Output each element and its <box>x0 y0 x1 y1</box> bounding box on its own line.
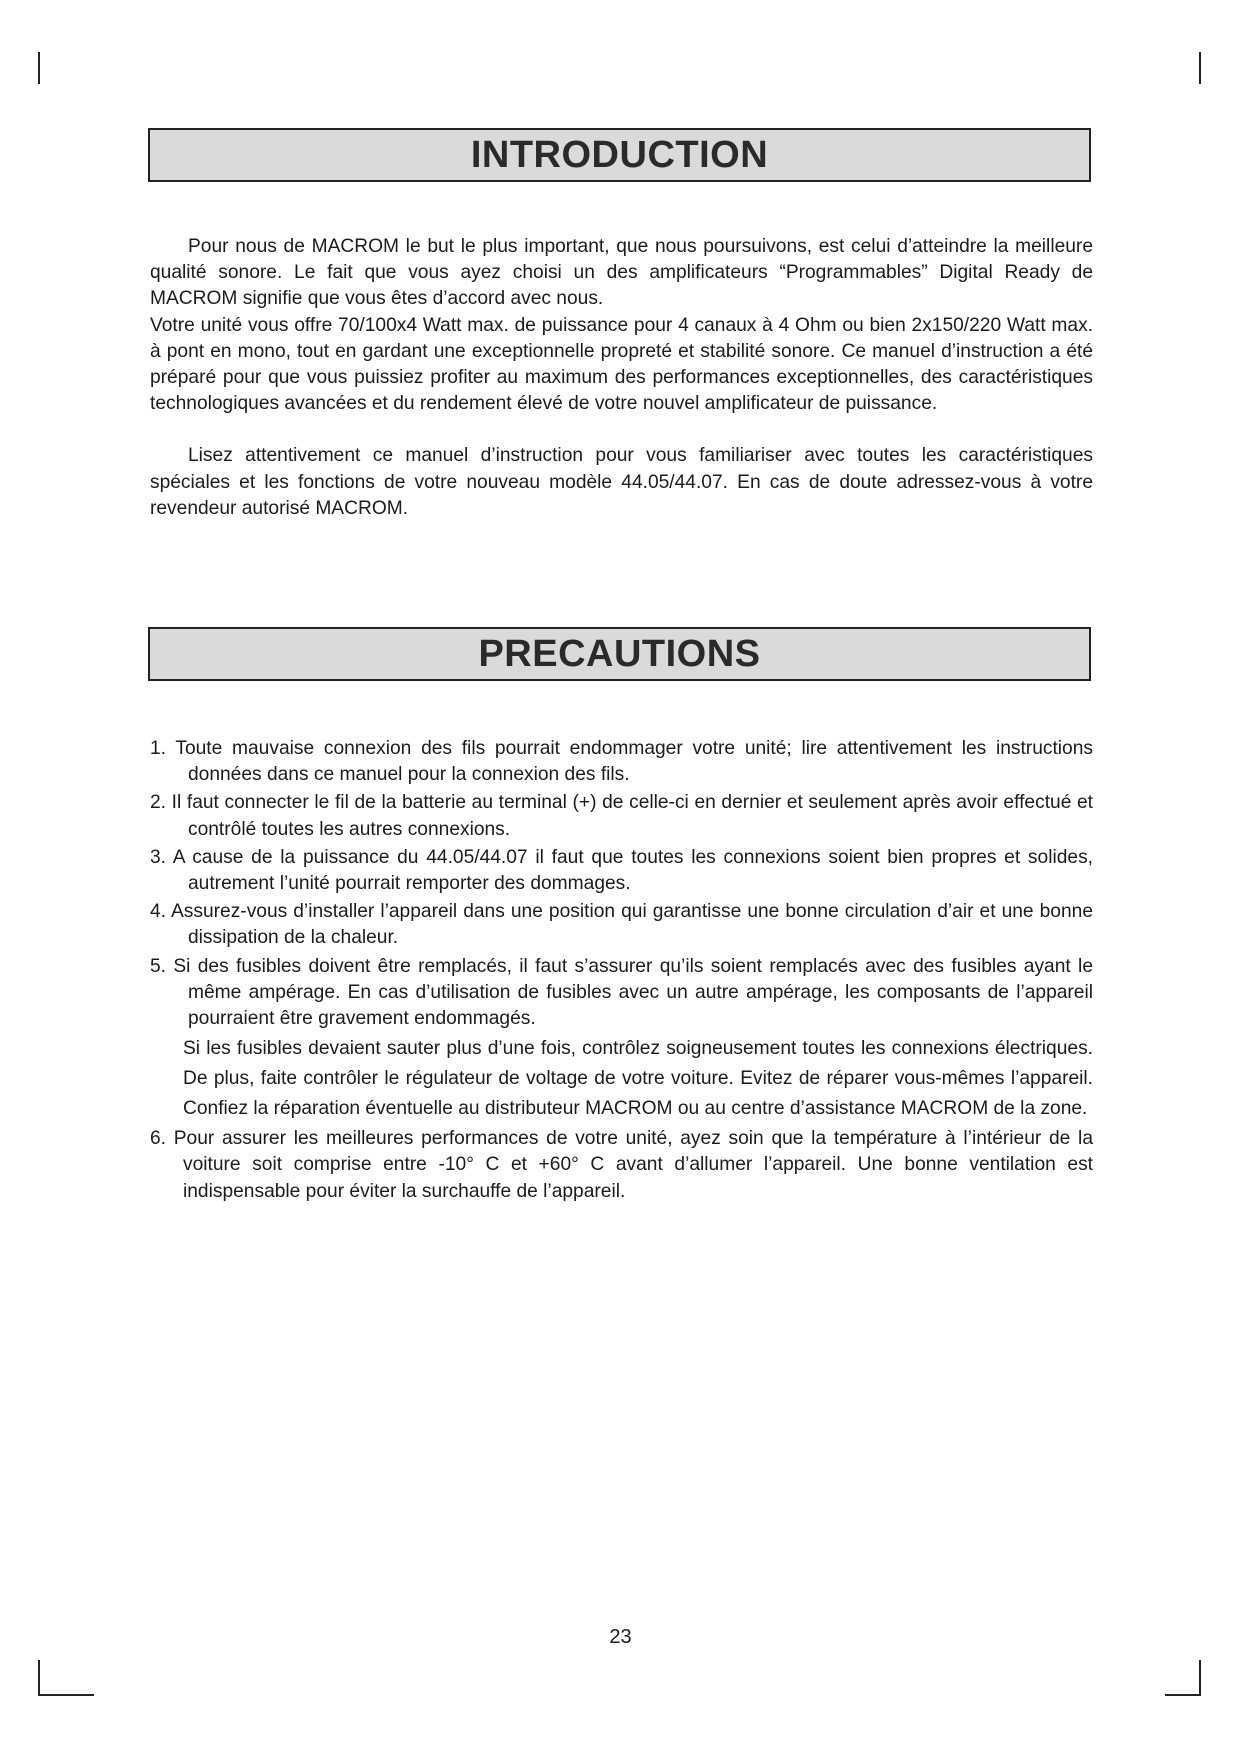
introduction-body <box>150 234 1093 522</box>
introduction-paragraph-2: Votre unité vous offre 70/100x4 Watt max. de puissance pour 4 canaux à 4 Ohm ou bien 2x150/220 Watt max. à pont en mono, tout en gardant une exceptionnelle propreté et stabilité sonore. Ce manuel d’instruction a été préparé pour que vous puissiez profiter au maximum des performances exceptionnelles, des caractéristiques technologiques avancées et du rendement élevé de votre nouvel amplificateur de puissance. <box>150 314 1093 415</box>
crop-mark-top-left <box>38 52 40 84</box>
introduction-paragraph-1: Pour nous de MACROM le but le plus important, que nous poursuivons, est celui d’atteindre la meilleure qualité sonore. Le fait que vous ayez choisi un des amplificateurs “Programmables” Digital Ready de MACROM signifie que vous êtes d’accord avec nous. <box>150 236 1093 310</box>
introduction-heading-box <box>148 128 1091 182</box>
crop-mark-bottom-right-vertical <box>1199 1660 1201 1696</box>
precaution-item-4: 4. Assurez-vous d’installer l’appareil dans une position qui garantisse une bonne circulation d’air et une bonne dissipation de la chaleur. <box>150 901 1093 949</box>
crop-mark-top-right <box>1199 52 1201 84</box>
introduction-title: INTRODUCTION <box>470 133 769 176</box>
crop-mark-bottom-right-horizontal <box>1165 1694 1201 1696</box>
introduction-paragraph-3: Lisez attentivement ce manuel d’instruction pour vous familiariser avec toutes les caractéristiques spéciales et les fonctions de votre nouveau modèle 44.05/44.07. En cas de doute adressez-vous à votre revendeur autorisé MACROM. <box>150 445 1093 519</box>
precaution-item-6: 6. Pour assurer les meilleures performances de votre unité, ayez soin que la température à l’intérieur de la voiture soit comprise entre -10° C et +60° C avant d’allumer l’appareil. Une bonne ventilation est indispensable pour éviter la surchauffe de l’appareil. <box>150 1128 1093 1202</box>
crop-mark-bottom-left-vertical <box>38 1660 40 1696</box>
precautions-heading-box <box>148 627 1091 681</box>
precautions-list <box>150 736 1093 1207</box>
precaution-item-2: 2. Il faut connecter le fil de la batterie au terminal (+) de celle-ci en dernier et seulement après avoir effectué et contrôlé toutes les autres connexions. <box>150 792 1093 840</box>
page-number: 23 <box>609 1626 632 1648</box>
precaution-item-1: 1. Toute mauvaise connexion des fils pourrait endommager votre unité; lire attentivement les instructions données dans ce manuel pour la connexion des fils. <box>150 738 1093 786</box>
crop-mark-bottom-left-horizontal <box>38 1694 94 1696</box>
precaution-fuse-note: Si les fusibles devaient sauter plus d’une fois, contrôlez soigneusement toutes les connexions électriques. De plus, faite contrôler le régulateur de voltage de votre voiture. Evitez de réparer vous-mêmes l’appareil. Confiez la réparation éventuelle au distributeur MACROM ou au centre d’assistance MACROM de la zone. <box>183 1038 1093 1120</box>
precaution-item-3: 3. A cause de la puissance du 44.05/44.07 il faut que toutes les connexions soient bien propres et solides, autrement l’unité pourrait remporter des dommages. <box>150 846 1093 895</box>
precaution-item-5: 5. Si des fusibles doivent être remplacés, il faut s’assurer qu’ils soient remplacés avec des fusibles ayant le même ampérage. En cas d’utilisation de fusibles avec un autre ampérage, les composants de l’appareil pourraient être gravement endommagés. <box>150 955 1093 1030</box>
precautions-title: PRECAUTIONS <box>478 632 761 675</box>
